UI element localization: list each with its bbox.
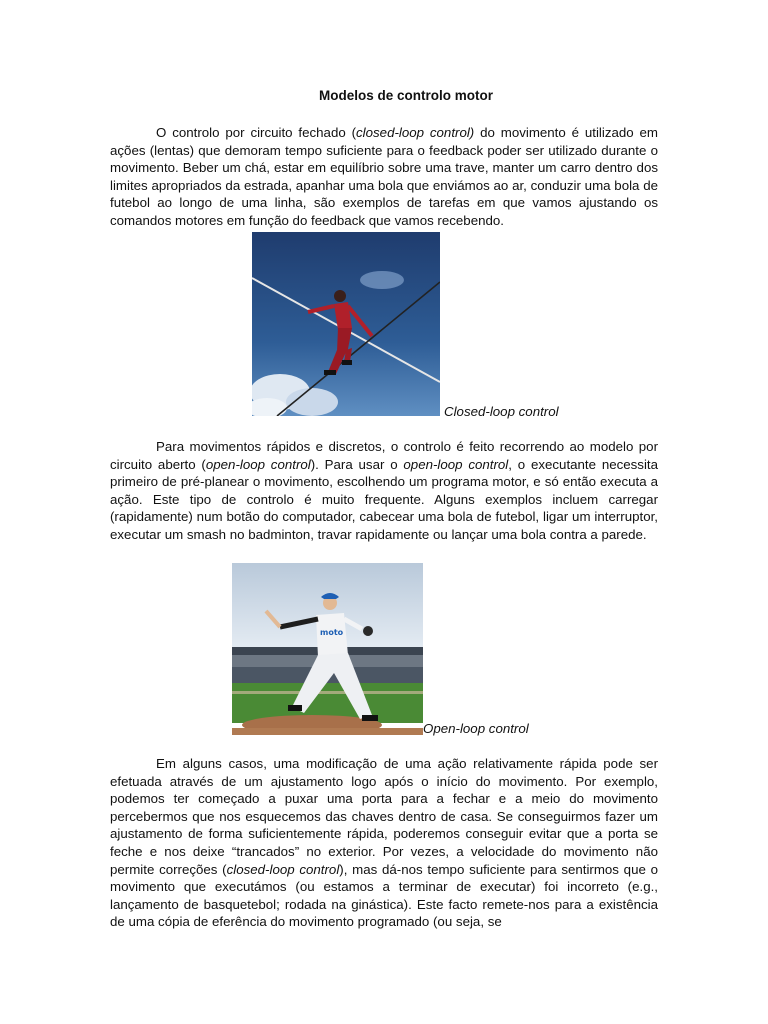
p2-text-e: , o executante necessita primeiro de pré-planear o movimento, escolhendo um programa motor, e só então executa a ação. Este tipo de controlo é muito frequente. Alguns exemplos incluem carregar (rapidamente) num botão do computador, cabecear uma bola de futebol, ligar um interruptor, executar um smash no badminton, travar rapidamente ou lançar uma bola contra a parede. [110,456,658,542]
p1-text-c: do movimento é utilizado em ações (lentas) que demoram tempo suficiente para o feedback poder ser utilizado durante o movimento. Beber um chá, estar em equilíbrio sobre uma trave, manter um carro dentro dos limites apropriados da estrada, apanhar uma bola que enviámos ao ar, conduzir uma bola de futebol ao longo de uma linha, são exemplos de tarefas em que vamos ajustando os comandos motores em função do feedback que vamos recebendo. [110,125,658,228]
p2-text-a: Para movimentos rápidos e discretos, o controlo é feito recorrendo ao modelo por circuito aberto ( [110,439,658,472]
p2-term-2: open-loop control [403,456,509,472]
paragraph-open-loop [110,438,658,544]
baseball-pitcher-photo [232,563,423,735]
p3-text-c: ), mas dá-nos tempo suficiente para sentirmos que o movimento que executámos (ou estamos a terminar de executar) foi incorreto (e.g., lançamento de basquetebol; rodada na ginástica). Este facto remete-nos para a existência de uma cópia de eferência do movimento programado (ou seja, se [110,861,659,930]
p3-term: closed-loop control [226,861,340,877]
paragraph-efference-copy [110,755,658,931]
page-title: Modelos de controlo motor [319,88,493,103]
tightrope-walker-photo [252,232,440,416]
figure1-caption: Closed-loop control [444,404,559,419]
figure2-caption: Open-loop control [423,721,529,736]
paragraph-closed-loop [110,124,658,230]
jersey-text: moto [320,628,344,637]
p3-text-a: Em alguns casos, uma modificação de uma ação relativamente rápida pode ser efetuada através de um ajustamento logo após o início do movimento. Por exemplo, podemos ter começado a puxar uma porta para a fechar e a meio do movimento percebermos que nos esquecemos das chaves dentro de casa. Se conseguirmos fazer um ajustamento de forma suficientemente rápida, poderemos conseguir evitar que a porta se feche e nos deixe “trancados” no exterior. Por vezes, a velocidade do movimento não permite correções ( [110,756,658,877]
p2-term-1: open-loop control [205,456,311,472]
p1-text-a: O controlo por circuito fechado ( [156,125,357,140]
p2-text-c: ). Para usar o [310,456,404,472]
p1-term: closed-loop control) [356,125,475,140]
